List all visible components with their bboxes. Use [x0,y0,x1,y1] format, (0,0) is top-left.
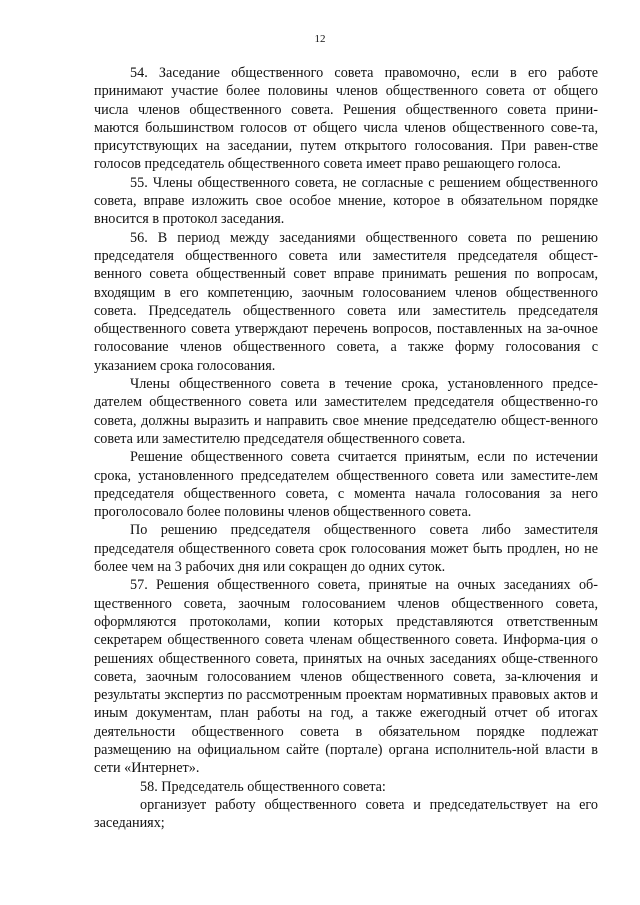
paragraph-56-decision-adopted: Решение общественного совета считается принятым, если по истечении срока, установленного председателем общественного совета или заместите-лем председателя общественного совета, с момента начала голосования за него проголосовало более половины членов общественного совета. [94,449,598,521]
paragraph-54: 54. Заседание общественного совета правомочно, если в его работе принимают участие более половины членов общественного совета от общего числа членов общественного совета. Решения общественного совета прини-маются большинством голосов от общего числа членов общественного сове-та, присутствующих на заседании, путем открытого голосования. При равен-стве голосов председатель общественного совета имеет право решающего голоса. [94,65,598,173]
paragraph-56-members-opinion: Члены общественного совета в течение срока, установленного предсе-дателем общественного совета или заместителем председателя общественно-го совета, должны выразить и направить свое мнение председателю общест-венного совета или заместителю председателя общественного совета. [94,376,598,447]
page-number: 12 [314,33,326,45]
paragraph-55: 55. Члены общественного совета, не согласные с решением общественного совета, вправе изложить свое особое мнение, которое в обязательном порядке вносится в протокол заседания. [94,174,598,228]
paragraph-56-voting-term: По решению председателя общественного совета либо заместителя председателя общественного совета срок голосования может быть продлен, но не более чем на 3 рабочих дня или сокращен до одних суток. [94,522,598,576]
paragraph-58: 58. Председатель общественного совета: [140,778,386,795]
paragraph-57: 57. Решения общественного совета, принятые на очных заседаниях об-щественного совета, заочным голосованием членов общественного совета, оформляются протоколами, копии которых представляются ответственным секретарем общественного совета членам общественного совета. Информа-ция о решениях общественного совета, принятых на очных заседаниях обще-ственного совета, заочным голосованием членов общественного совета, за-ключения и результаты экспертиз по рассмотренным проектам нормативных правовых актов и иным документам, план работы на год, а также ежегодный отчет об итогах деятельности общественного совета в обязательном порядке подлежат размещению на официальном сайте (портале) органа исполнитель-ной власти в сети «Интернет». [94,577,598,777]
document-body [94,64,598,832]
paragraph-56: 56. В период между заседаниями общественного совета по решению председателя общественного совета или заместителя председателя общест-венного совета общественный совет вправе принимать решения по вопросам, входящим в его компетенцию, заочным голосованием членов общественного совета. Председатель общественного совета или заместитель председателя общественного совета утверждают перечень вопросов, поставленных на за-очное голосование членов общественного совета, а также форму голосования с указанием срока голосования. [94,229,598,374]
paragraph-58-item-organizes: организует работу общественного совета и председательствует на его заседаниях; [94,796,598,832]
